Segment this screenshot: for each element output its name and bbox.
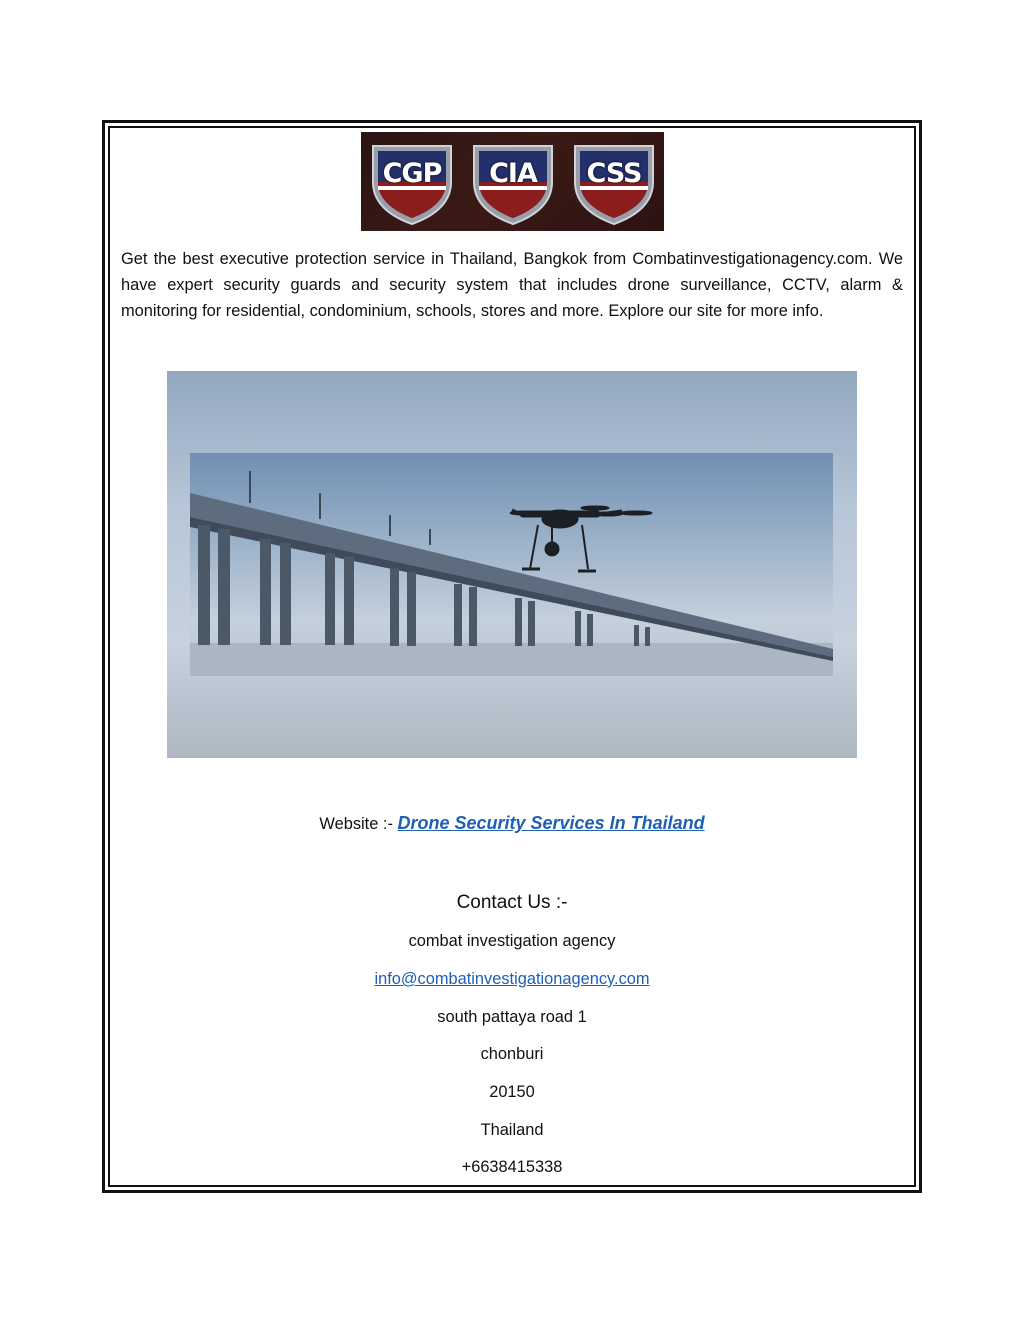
contact-city: chonburi (480, 1045, 544, 1063)
cgp-badge-label: CGP (382, 158, 442, 189)
hero-photo-inner (190, 453, 833, 676)
contact-country: Thailand (480, 1121, 544, 1139)
contact-postal-code: 20150 (489, 1083, 535, 1101)
logo-banner (361, 132, 664, 231)
contact-phone: +6638415338 (461, 1158, 563, 1176)
contact-address: south pattaya road 1 (437, 1008, 587, 1026)
drone-over-bridge-image (167, 371, 857, 758)
cia-badge-icon (468, 138, 558, 226)
cgp-badge-icon (367, 138, 457, 226)
contact-title: Contact Us :- (456, 892, 568, 913)
contact-email-link[interactable]: info@combatinvestigationagency.com (374, 970, 650, 988)
website-line (0, 813, 1024, 834)
contact-company: combat investigation agency (408, 932, 616, 950)
css-badge-icon (569, 138, 659, 226)
website-link[interactable]: Drone Security Services In Thailand (397, 813, 705, 833)
intro-paragraph: Get the best executive protection service in Thailand, Bangkok from Combatinvestigationagency.com. We have expert security guards and security system that includes drone surveillance, CCTV, alarm & monitoring for residential, condominium, schools, stores and more. Explore our site for more info. (121, 250, 903, 320)
css-badge-label: CSS (586, 158, 642, 189)
cia-badge-label: CIA (489, 158, 537, 189)
website-prefix: Website :- (319, 815, 398, 833)
